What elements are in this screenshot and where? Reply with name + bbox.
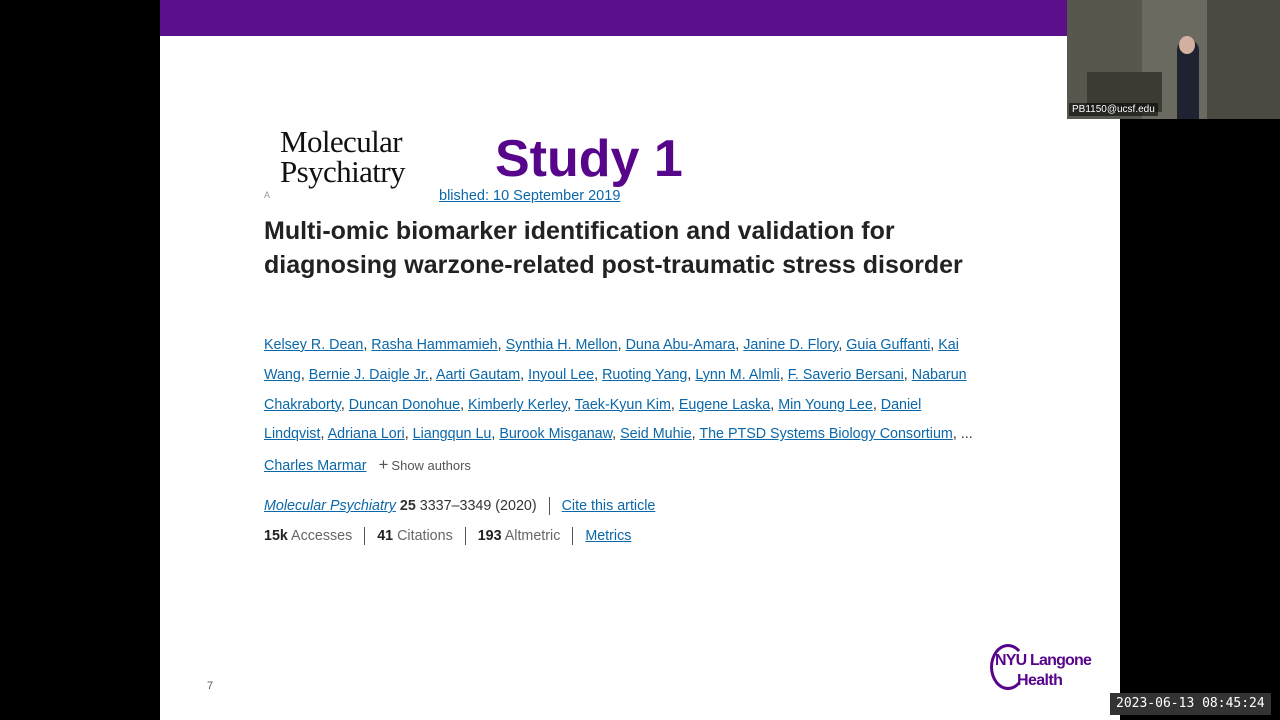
author-link[interactable]: Charles Marmar — [264, 458, 367, 475]
author-link[interactable]: Burook Misganaw — [499, 426, 613, 443]
citation-pages-year: 3337–3349 (2020) — [419, 497, 537, 514]
author-link[interactable]: Duna Abu-Amara — [625, 337, 736, 353]
recording-timestamp: 2023-06-13 08:45:24 — [1110, 693, 1271, 715]
cropped-text-fragment: A — [264, 190, 271, 200]
published-date: blished: 10 September 2019 — [439, 188, 621, 204]
author-link[interactable]: Kimberly Kerley — [468, 396, 568, 413]
author-list: Kelsey R. Dean, Rasha Hammamieh, Synthia H. Mellon, Duna Abu-Amara, Janine D. Flory, Guia Guffanti, Kai Wang, Bernie J. Daigle Jr., Aarti Gautam, Inyoul Lee, Ruoting Yang, Lynn M. Almli, F. Saverio Bersani, Nabarun Chakraborty, Duncan Donohue, Kimberly Kerley, Taek-Kyun Kim, Eugene Laska, Min Young Lee, Daniel Lindqvist, Adriana Lori, Liangqun Lu, Burook Misganaw, Seid Muhie, The PTSD Systems Biology Consortium, ... Charles Marmar + Show authors — [264, 337, 973, 475]
slide-number: 7 — [207, 680, 214, 692]
author-link[interactable]: Bernie J. Daigle Jr. — [308, 366, 429, 383]
author-link[interactable]: Liangqun Lu — [412, 426, 492, 443]
study-title: Study 1 — [495, 130, 683, 188]
journal-logo-line1: Molecular — [280, 124, 402, 159]
presentation-slide — [160, 0, 1120, 720]
author-ellipsis: ... — [960, 426, 973, 443]
slide-top-bar — [160, 0, 1120, 36]
citation-journal[interactable]: Molecular Psychiatry — [264, 497, 396, 514]
author-link[interactable]: Nabarun Chakraborty — [264, 366, 967, 413]
author-link[interactable]: Kelsey R. Dean — [264, 337, 364, 353]
author-link[interactable]: Duncan Donohue — [348, 396, 461, 413]
author-link[interactable]: Kai Wang — [264, 337, 959, 383]
show-authors-label: Show authors — [391, 458, 471, 474]
author-link[interactable]: Taek-Kyun Kim — [574, 396, 671, 413]
author-link[interactable]: Adriana Lori — [327, 426, 405, 443]
author-link[interactable]: Daniel Lindqvist — [264, 396, 922, 443]
altmetric-value: 193 — [477, 527, 502, 544]
author-link[interactable]: Rasha Hammamieh — [371, 337, 498, 353]
author-link[interactable]: Min Young Lee — [778, 396, 873, 413]
separator — [549, 497, 550, 515]
participant-name-label: PB1150@ucsf.edu — [1069, 103, 1158, 116]
altmetric-label: Altmetric — [504, 527, 561, 544]
author-link[interactable]: Synthia H. Mellon — [505, 337, 618, 353]
author-link[interactable]: Seid Muhie — [620, 426, 692, 443]
cite-this-article-link[interactable]: Cite this article — [561, 497, 656, 514]
author-link[interactable]: Inyoul Lee — [528, 366, 595, 383]
citation-line — [264, 497, 655, 515]
separator — [465, 527, 466, 545]
logo-line1: NYU Langone — [995, 652, 1092, 669]
journal-logo-line2: Psychiatry — [280, 154, 405, 189]
author-link[interactable]: Aarti Gautam — [435, 366, 521, 383]
metrics-link[interactable]: Metrics — [585, 527, 632, 544]
author-link[interactable]: Janine D. Flory — [743, 337, 839, 353]
citations-value: 41 — [377, 527, 394, 544]
author-link[interactable]: Lynn M. Almli — [695, 366, 780, 383]
speaker-video-feed[interactable] — [1067, 0, 1280, 119]
show-authors-button[interactable] — [378, 455, 471, 475]
accesses-label: Accesses — [291, 527, 353, 544]
author-link[interactable]: The PTSD Systems Biology Consortium — [699, 426, 953, 443]
separator — [364, 527, 365, 545]
author-link[interactable]: F. Saverio Bersani — [787, 366, 904, 383]
plus-icon: + — [378, 455, 389, 475]
article-title: Multi-omic biomarker identification and validation for diagnosing warzone-related post-traumatic stress disorder — [264, 217, 963, 279]
article-metrics — [264, 527, 631, 545]
logo-line2: Health — [1017, 672, 1063, 689]
author-link[interactable]: Guia Guffanti — [846, 337, 931, 353]
citations-label: Citations — [397, 527, 453, 544]
separator — [572, 527, 573, 545]
citation-volume: 25 — [399, 497, 416, 514]
journal-logo — [280, 124, 405, 189]
author-link[interactable]: Eugene Laska — [678, 396, 771, 413]
accesses-value: 15k — [264, 527, 288, 544]
speaker-head — [1179, 36, 1195, 54]
author-link[interactable]: Ruoting Yang — [602, 366, 688, 383]
video-background — [1207, 0, 1280, 119]
nyu-langone-logo — [990, 644, 1092, 696]
